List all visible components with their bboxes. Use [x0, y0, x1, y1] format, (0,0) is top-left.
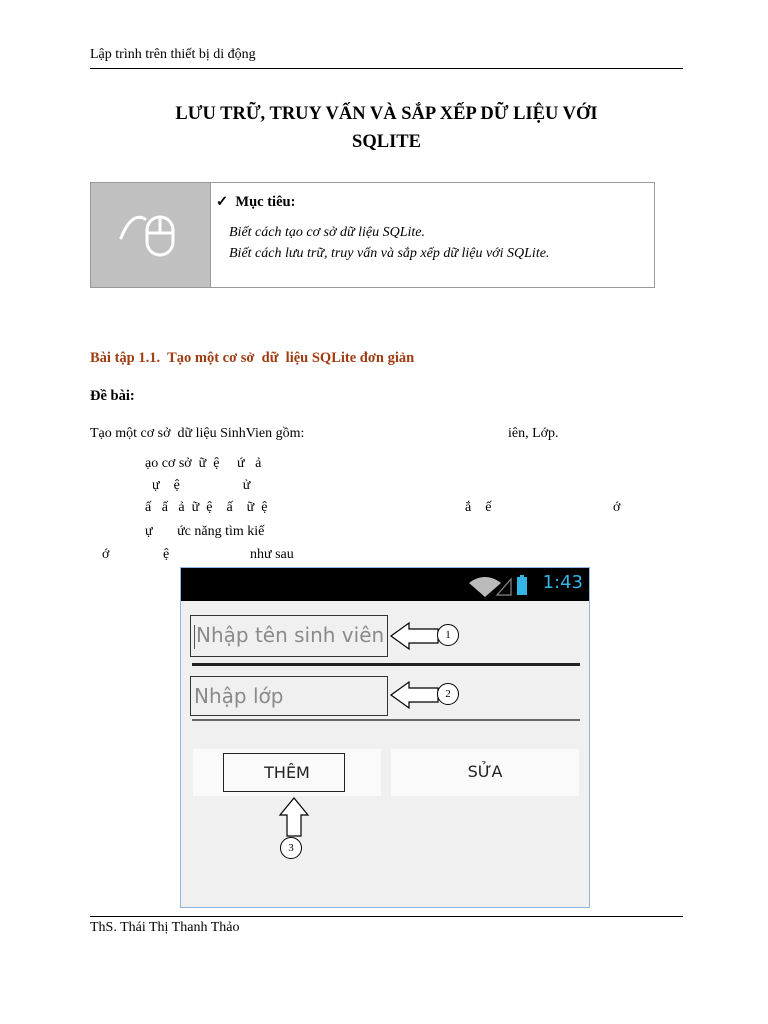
check-icon: ✓	[216, 194, 229, 210]
objectives-icon-cell	[91, 183, 210, 287]
objectives-heading	[216, 194, 295, 211]
callout-arrow-2	[391, 682, 438, 708]
student-name-placeholder: Nhập tên sinh viên	[196, 623, 385, 647]
problem-heading: Đề bài:	[90, 388, 135, 404]
fragment-line: ệ	[163, 547, 170, 562]
fragment-line: ấ ấ ả ữ ệ ấ ữ ệ	[145, 500, 268, 515]
fragment-line: như sau	[250, 547, 294, 562]
footer-rule	[90, 916, 683, 917]
objectives-heading-text: Mục tiêu:	[235, 194, 296, 210]
callout-1: 1	[437, 624, 459, 646]
status-clock: 1:43	[542, 572, 583, 593]
fragment-line: ự ức năng tìm kiế	[145, 524, 265, 539]
document-title	[90, 100, 683, 156]
fragment-line: ạo cơ sở ữ ệ ứ ả	[145, 456, 262, 471]
callout-arrow-3	[280, 798, 308, 836]
edit-button-label: SỬA	[467, 762, 503, 781]
intro-text-right: iên, Lớp.	[508, 426, 559, 441]
title-line-1: LƯU TRỮ, TRUY VẤN VÀ SẮP XẾP DỮ LIỆU VỚI	[175, 104, 598, 124]
objective-item: Biết cách lưu trữ, truy vấn và sắp xếp dữ liệu với SQLite.	[229, 246, 550, 261]
title-line-2: SQLITE	[352, 132, 421, 152]
fragment-line: ớ	[613, 500, 621, 515]
fragment-line: ự ệ ử	[152, 478, 251, 493]
objective-item: Biết cách tạo cơ sở dữ liệu SQLite.	[229, 225, 425, 240]
fragment-line: ớ	[102, 547, 110, 562]
header-rule	[90, 68, 683, 69]
callout-2: 2	[437, 683, 459, 705]
class-input-placeholder: Nhập lớp	[194, 684, 284, 708]
objectives-divider	[210, 183, 211, 287]
fragment-line: ắ ế	[465, 500, 492, 515]
callout-arrow-1	[391, 623, 438, 649]
callout-3: 3	[280, 837, 302, 859]
intro-text: Tạo một cơ sở dữ liệu SinhVien gồm:	[90, 426, 305, 441]
phone-screenshot	[180, 567, 590, 908]
page-footer: ThS. Thái Thị Thanh Thảo	[90, 920, 240, 935]
mouse-pointer-icon	[91, 183, 210, 287]
callout-arrows	[181, 568, 590, 908]
add-button-label: THÊM	[264, 763, 310, 782]
page-header: Lập trình trên thiết bị di động	[90, 47, 256, 62]
exercise-title: Bài tập 1.1. Tạo một cơ sở dữ liệu SQLite đơn giản	[90, 350, 415, 366]
